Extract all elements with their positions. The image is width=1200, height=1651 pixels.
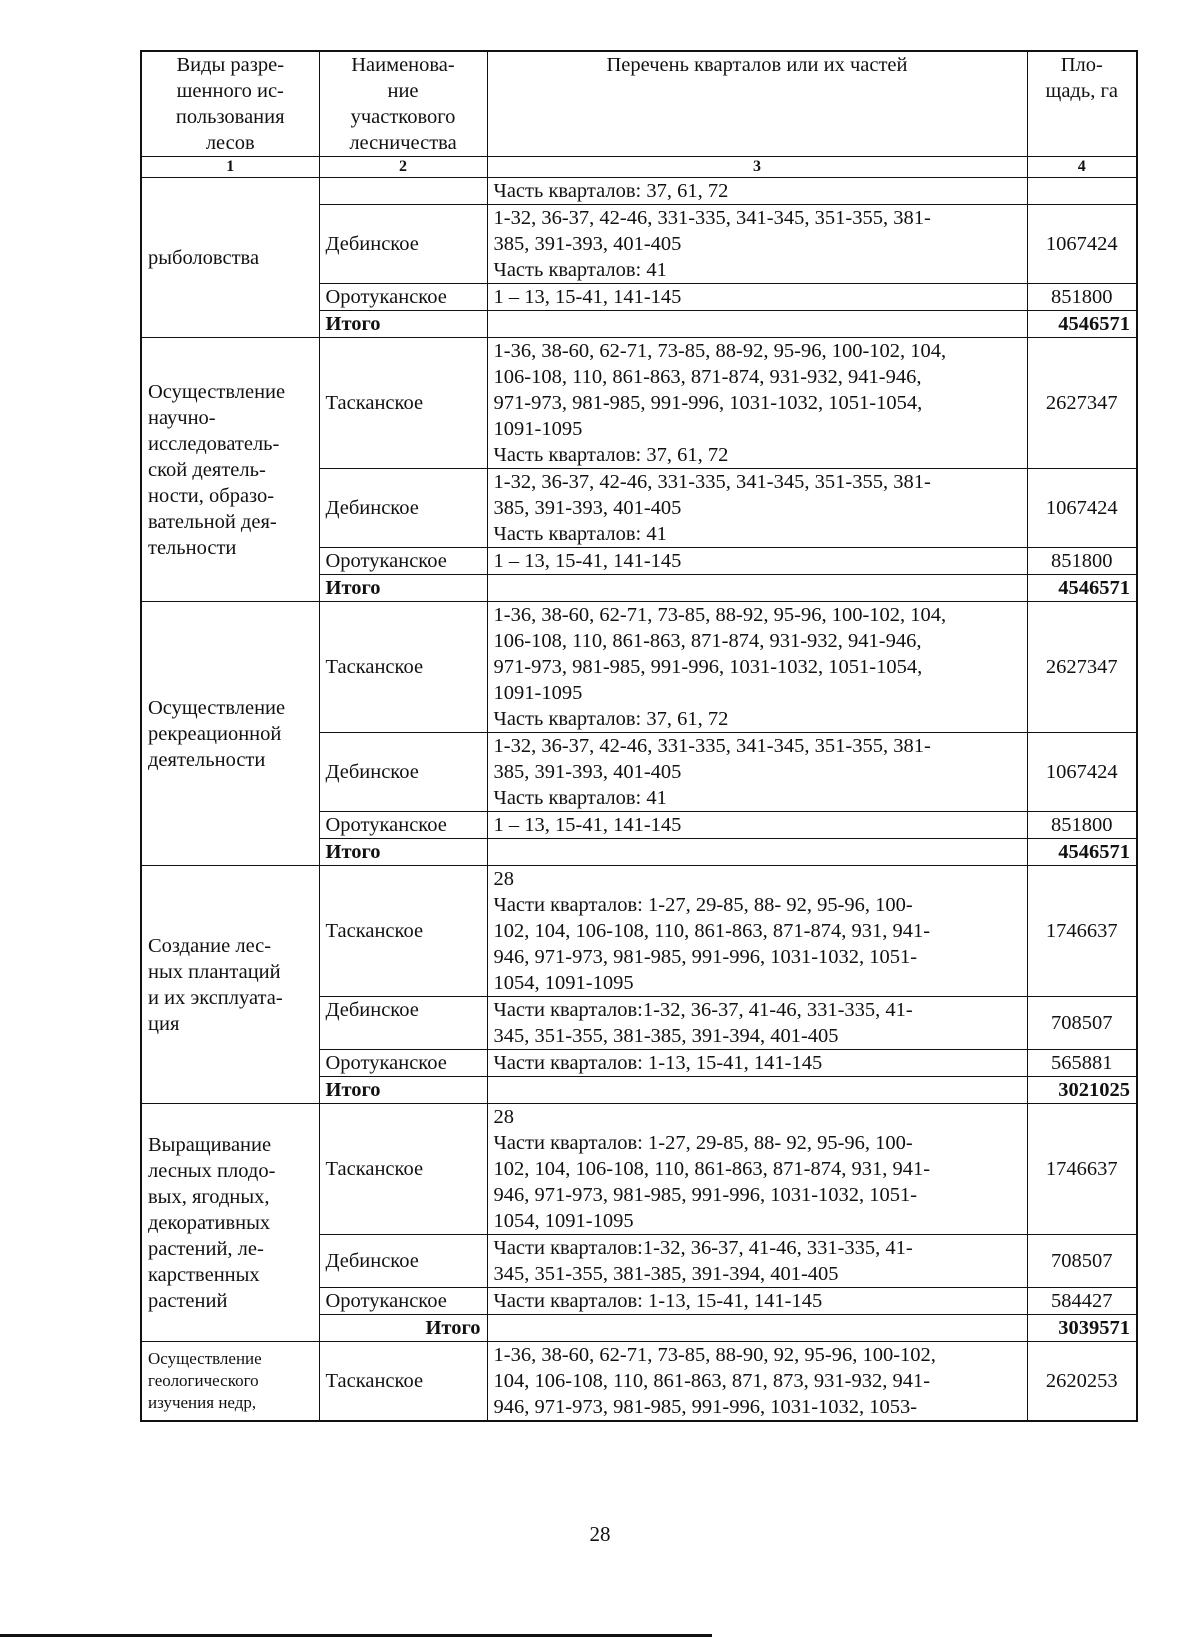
district-cell: Дебинское xyxy=(319,1235,487,1288)
total-label: Итого xyxy=(319,1315,487,1342)
area-cell: 2627347 xyxy=(1027,338,1137,469)
district-cell: Оротуканское xyxy=(319,812,487,839)
total-area: 3021025 xyxy=(1027,1077,1137,1104)
table-row xyxy=(141,1342,1137,1422)
district-cell: Оротуканское xyxy=(319,1288,487,1315)
header-col-district: Наименова- ние участкового лесничества xyxy=(319,51,487,157)
district-cell: Оротуканское xyxy=(319,1050,487,1077)
total-area: 4546571 xyxy=(1027,839,1137,866)
quarters-cell: Часть кварталов: 37, 61, 72 xyxy=(487,178,1027,205)
total-label: Итого xyxy=(319,839,487,866)
district-cell: Дебинское xyxy=(319,733,487,812)
district-cell: Тасканское xyxy=(319,1342,487,1422)
quarters-cell: 28 Части кварталов: 1-27, 29-85, 88- 92, 95-96, 100- 102, 104, 106-108, 110, 861-863, 871-874, 931, 941- 946, 971-973, 981-985, 991-996, 1031-1032, 1051- 1054, 1091-1095 xyxy=(487,1104,1027,1235)
area-cell xyxy=(1027,178,1137,205)
quarters-cell: 1 – 13, 15-41, 141-145 xyxy=(487,548,1027,575)
district-cell xyxy=(319,178,487,205)
table-row xyxy=(141,178,1137,205)
district-cell: Тасканское xyxy=(319,338,487,469)
area-cell: 1067424 xyxy=(1027,469,1137,548)
area-cell: 2620253 xyxy=(1027,1342,1137,1422)
quarters-cell: 1-36, 38-60, 62-71, 73-85, 88-92, 95-96, 100-102, 104, 106-108, 110, 861-863, 871-874, 931-932, 941-946, 971-973, 981-985, 991-996, 1031-1032, 1051-1054, 1091-1095 Часть кварталов: 37, 61, 72 xyxy=(487,602,1027,733)
district-cell: Дебинское xyxy=(319,469,487,548)
quarters-cell: 1 – 13, 15-41, 141-145 xyxy=(487,284,1027,311)
quarters-cell: 1-32, 36-37, 42-46, 331-335, 341-345, 351-355, 381- 385, 391-393, 401-405 Часть кварталов: 41 xyxy=(487,205,1027,284)
page-number: 28 xyxy=(589,1522,611,1546)
area-cell: 851800 xyxy=(1027,284,1137,311)
bottom-rule xyxy=(0,1634,712,1637)
area-cell: 584427 xyxy=(1027,1288,1137,1315)
quarters-cell xyxy=(487,839,1027,866)
table-row xyxy=(141,602,1137,733)
district-cell: Оротуканское xyxy=(319,284,487,311)
district-cell: Дебинское xyxy=(319,997,487,1050)
area-cell: 1746637 xyxy=(1027,1104,1137,1235)
quarters-cell: Части кварталов: 1-13, 15-41, 141-145 xyxy=(487,1050,1027,1077)
column-number: 4 xyxy=(1027,157,1137,178)
area-cell: 1067424 xyxy=(1027,205,1137,284)
area-cell: 708507 xyxy=(1027,1235,1137,1288)
use-kind-cell: рыболовства xyxy=(141,178,319,338)
column-number-row xyxy=(141,157,1137,178)
area-cell: 851800 xyxy=(1027,548,1137,575)
district-cell: Тасканское xyxy=(319,602,487,733)
district-cell: Оротуканское xyxy=(319,548,487,575)
forest-use-table xyxy=(140,50,1138,1422)
column-number: 3 xyxy=(487,157,1027,178)
quarters-cell: 1-32, 36-37, 42-46, 331-335, 341-345, 351-355, 381- 385, 391-393, 401-405 Часть кварталов: 41 xyxy=(487,733,1027,812)
table-row xyxy=(141,338,1137,469)
district-cell: Тасканское xyxy=(319,1104,487,1235)
district-cell: Дебинское xyxy=(319,205,487,284)
quarters-cell: 1-36, 38-60, 62-71, 73-85, 88-90, 92, 95-96, 100-102, 104, 106-108, 110, 861-863, 871, 873, 931-932, 941- 946, 971-973, 981-985, 991-996, 1031-1032, 1053- xyxy=(487,1342,1027,1422)
area-cell: 1067424 xyxy=(1027,733,1137,812)
area-cell: 2627347 xyxy=(1027,602,1137,733)
area-cell: 708507 xyxy=(1027,997,1137,1050)
header-col-kind: Виды разре- шенного ис- пользования лесов xyxy=(141,51,319,157)
district-cell: Тасканское xyxy=(319,866,487,997)
column-number: 1 xyxy=(141,157,319,178)
use-kind-cell: Выращивание лесных плодо- вых, ягодных, декоративных растений, ле- карственных растений xyxy=(141,1104,319,1342)
header-col-quarters: Перечень кварталов или их частей xyxy=(487,51,1027,157)
quarters-cell: Части кварталов: 1-13, 15-41, 141-145 xyxy=(487,1288,1027,1315)
table-row xyxy=(141,866,1137,997)
header-col-area: Пло- щадь, га xyxy=(1027,51,1137,157)
total-area: 4546571 xyxy=(1027,575,1137,602)
table-header-row xyxy=(141,51,1137,157)
use-kind-cell: Осуществление научно- исследователь- ской деятель- ности, образо- вательной дея- тельности xyxy=(141,338,319,602)
quarters-cell: 1 – 13, 15-41, 141-145 xyxy=(487,812,1027,839)
total-area: 3039571 xyxy=(1027,1315,1137,1342)
area-cell: 851800 xyxy=(1027,812,1137,839)
quarters-cell: 1-32, 36-37, 42-46, 331-335, 341-345, 351-355, 381- 385, 391-393, 401-405 Часть кварталов: 41 xyxy=(487,469,1027,548)
quarters-cell xyxy=(487,575,1027,602)
use-kind-cell: Осуществление рекреационной деятельности xyxy=(141,602,319,866)
total-label: Итого xyxy=(319,1077,487,1104)
total-label: Итого xyxy=(319,575,487,602)
table-row xyxy=(141,1104,1137,1235)
quarters-cell xyxy=(487,311,1027,338)
quarters-cell: 28 Части кварталов: 1-27, 29-85, 88- 92, 95-96, 100- 102, 104, 106-108, 110, 861-863, 871-874, 931, 941- 946, 971-973, 981-985, 991-996, 1031-1032, 1051- 1054, 1091-1095 xyxy=(487,866,1027,997)
use-kind-cell: Осуществление геологического изучения недр, xyxy=(141,1342,319,1422)
total-label: Итого xyxy=(319,311,487,338)
quarters-cell: 1-36, 38-60, 62-71, 73-85, 88-92, 95-96, 100-102, 104, 106-108, 110, 861-863, 871-874, 931-932, 941-946, 971-973, 981-985, 991-996, 1031-1032, 1051-1054, 1091-1095 Часть кварталов: 37, 61, 72 xyxy=(487,338,1027,469)
area-cell: 1746637 xyxy=(1027,866,1137,997)
quarters-cell: Части кварталов:1-32, 36-37, 41-46, 331-335, 41- 345, 351-355, 381-385, 391-394, 401-405 xyxy=(487,997,1027,1050)
quarters-cell: Части кварталов:1-32, 36-37, 41-46, 331-335, 41- 345, 351-355, 381-385, 391-394, 401-405 xyxy=(487,1235,1027,1288)
quarters-cell xyxy=(487,1315,1027,1342)
total-area: 4546571 xyxy=(1027,311,1137,338)
area-cell: 565881 xyxy=(1027,1050,1137,1077)
use-kind-cell: Создание лес- ных плантаций и их эксплуата- ция xyxy=(141,866,319,1104)
quarters-cell xyxy=(487,1077,1027,1104)
column-number: 2 xyxy=(319,157,487,178)
